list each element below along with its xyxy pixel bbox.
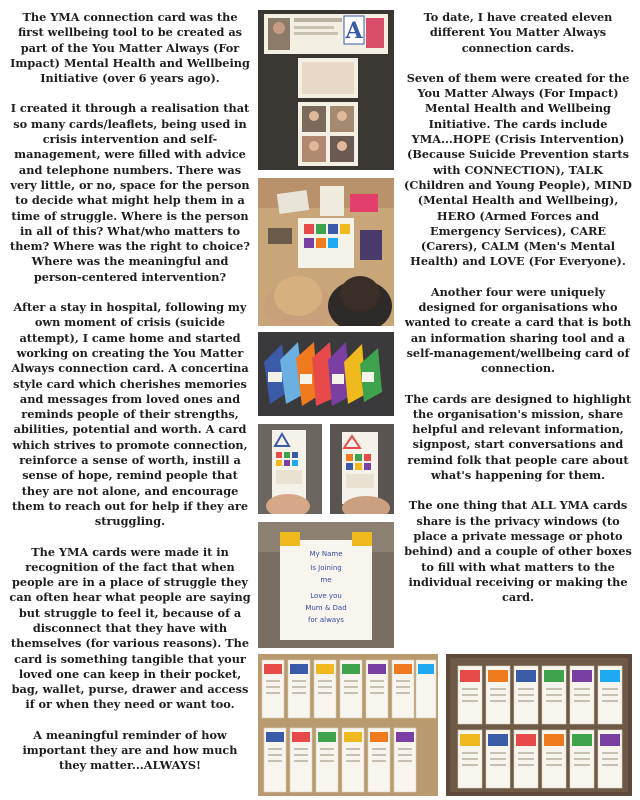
paragraph-privacy-windows: The one thing that ALL YMA cards share is the privacy windows (to place a private message or photo behind) and a couple of other boxes to fill with what matters to the individual receiving or making the card. [404,498,632,605]
card-letter-a: A [345,18,363,44]
paragraph-card-design: The cards are designed to highlight the organisation's mission, share helpful and relevant information, signpost, start conversations and remind folk that people care about what's happening for them. [404,391,632,483]
photo-card-making-table [258,178,394,326]
paragraph-reminder: A meaningful reminder of how important they are and how much they matter...ALWAYS! [22,727,238,773]
photo-card-collection-large [258,654,438,796]
paragraph-seven-cards: Seven of them were created for the You Matter Always (For Impact) Mental Health and Wellbeing Initiative. The cards include YMA...HOPE (Crisis Intervention) (Because Suicide Prevention starts with CONNECTION), TALK (Children and Young People), MIND (Mental Health and Wellbeing), HERO (Armed Forces and Emergency Services), CARE (Carers), CALM (Men's Mental Health) and LOVE (For Everyone). [404,70,632,269]
photo-handwritten-card [258,522,394,648]
paragraph-realisation: I created it through a realisation that so many cards/leaflets, being used in crisis intervention and self-management, were filled with advice and telephone numbers. There was very little, or no, space for the person to decide what might help them in a time of struggle. Where is the person in all of this? What/who matters to them? Where was the right to choice? Where was the meaningful and person-centered intervention? [10,101,250,284]
photo-card-collection-small [446,654,632,796]
paragraph-eleven-cards: To date, I have created eleven different You Matter Always connection cards. [423,10,613,55]
handwritten-line-1: My Name [309,550,343,558]
paragraph-hospital-story: After a stay in hospital, following my own moment of crisis (suicide attempt), I came home and started working on creating the You Matter Always connection card. A concertina style card which cherishes memories and messages from loved ones and reminds people of their strengths, abilities, potential and worth. A card which strives to promote connection, reinforce a sense of worth, instill a sense of hope, remind people that they are not alone, and encourage them to reach out for help if they are struggling. [11,300,249,529]
paragraph-four-cards: Another four were uniquely designed for organisations who wanted to create a card that is both an information sharing tool and a self-management/wellbeing card of connection. [404,284,632,376]
left-text-column [8,10,252,789]
handwritten-line-3: me [320,576,332,584]
paragraph-recognition: The YMA cards were made it in recognition of the fact that when people are in a place of struggle they can often hear what people are saying but struggle to feel it, because of a disconnect that they have with themselves (for various reasons). The card is something tangible that your loved one can keep in their pocket, bag, wallet, purse, drawer and access if or when they need or want too. [9,544,251,712]
right-text-column [404,10,632,620]
handwritten-line-2: Is Joining [310,564,342,572]
handwritten-line-6: for always [308,616,344,624]
photo-hand-holding-card-left [258,424,322,514]
photo-hand-holding-card-right [330,424,394,514]
photo-open-connection-card [258,10,394,170]
handwritten-line-5: Mum & Dad [305,604,347,612]
photo-fanned-cards [258,332,394,416]
handwritten-line-4: Love you [310,592,342,600]
paragraph-intro: The YMA connection card was the first wellbeing tool to be created as part of the You Matter Always (For Impact) Mental Health and Wellbeing Initiative (over 6 years ago). [10,10,250,86]
